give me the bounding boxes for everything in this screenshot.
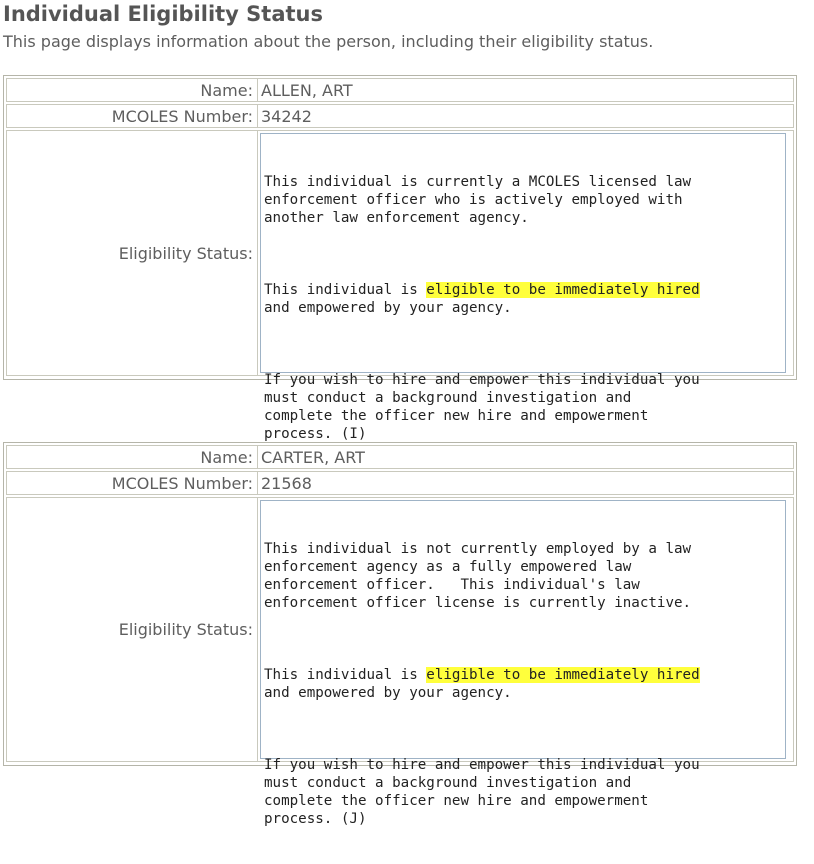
- name-value: ALLEN, ART: [261, 80, 353, 100]
- status-text-post: and empowered by your agency.: [264, 685, 512, 701]
- mcoles-number-label: MCOLES Number:: [7, 472, 258, 494]
- mcoles-number-value: 34242: [261, 106, 312, 126]
- status-paragraph-3: If you wish to hire and empower this individual you must conduct a background investigation and complete the officer new hire and empowerment process. (I): [264, 372, 700, 442]
- name-row: [6, 78, 794, 102]
- eligibility-status-value: [258, 498, 793, 827]
- eligibility-status-row: [6, 130, 794, 442]
- eligibility-record: [3, 442, 797, 827]
- eligibility-status-textarea[interactable]: [260, 133, 786, 442]
- name-label: Name:: [7, 79, 258, 101]
- mcoles-number-row: [6, 104, 794, 128]
- name-row: [6, 445, 794, 469]
- eligibility-highlight: eligible to be immediately hired: [426, 282, 700, 298]
- eligibility-highlight: eligible to be immediately hired: [426, 667, 700, 683]
- eligibility-record: [3, 75, 797, 442]
- page-description: This page displays information about the person, including their eligibility status.: [3, 32, 654, 51]
- eligibility-status-row: [6, 497, 794, 827]
- eligibility-status-value: [258, 131, 793, 442]
- name-value: CARTER, ART: [261, 447, 365, 467]
- status-paragraph-2: [264, 666, 782, 702]
- mcoles-number-value: 21568: [261, 473, 312, 493]
- status-paragraph-1: This individual is currently a MCOLES licensed law enforcement officer who is actively employed with another law enforcement agency.: [264, 174, 692, 226]
- status-paragraph-1: This individual is not currently employed by a law enforcement agency as a fully empowered law enforcement officer. This individual's law enforcement officer license is currently inactive.: [264, 541, 692, 611]
- status-text-pre: This individual is: [264, 282, 427, 298]
- page-title: Individual Eligibility Status: [3, 2, 324, 26]
- eligibility-status-textarea[interactable]: [260, 500, 786, 827]
- eligibility-status-label: Eligibility Status:: [7, 131, 258, 375]
- mcoles-number-row: [6, 471, 794, 495]
- eligibility-status-label: Eligibility Status:: [7, 498, 258, 761]
- status-text-pre: This individual is: [264, 667, 427, 683]
- status-text-post: and empowered by your agency.: [264, 300, 512, 316]
- status-paragraph-3: If you wish to hire and empower this individual you must conduct a background investigation and complete the officer new hire and empowerment process. (J): [264, 757, 700, 827]
- name-label: Name:: [7, 446, 258, 468]
- status-paragraph-2: [264, 281, 782, 317]
- mcoles-number-label: MCOLES Number:: [7, 105, 258, 127]
